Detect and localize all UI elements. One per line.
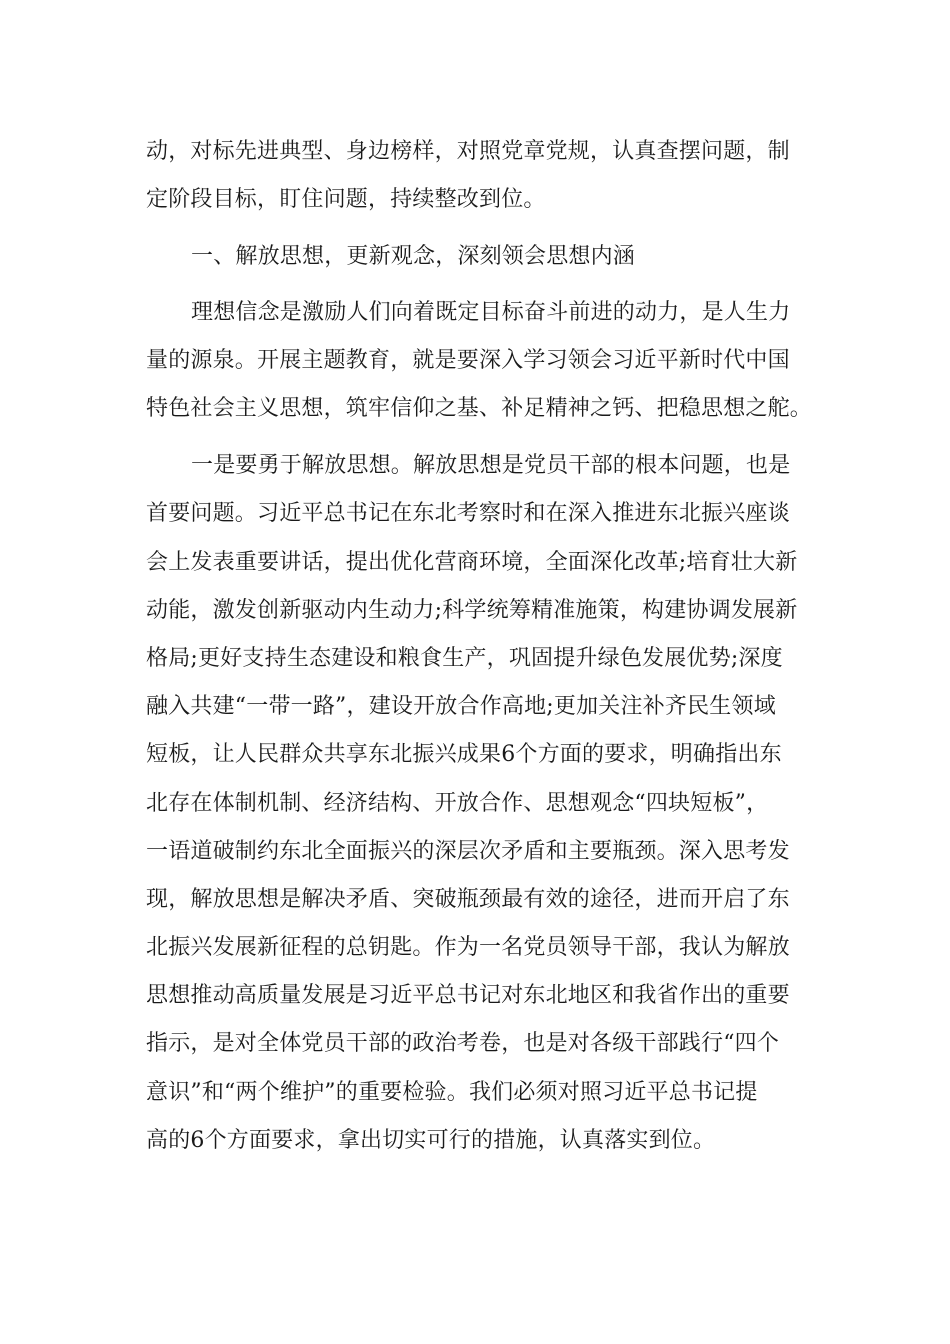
text-line: 量的源泉。开展主题教育，就是要深入学习领会习近平新时代中国 <box>146 348 790 373</box>
text-line: 一语道破制约东北全面振兴的深层次矛盾和主要瓶颈。深入思考发 <box>146 839 790 864</box>
text-line: 动，对标先进典型、身边榜样，对照党章党规，认真查摆问题，制 <box>146 139 790 164</box>
text-line: 会上发表重要讲话，提出优化营商环境，全面深化改革;培育壮大新 <box>146 550 798 575</box>
section-heading: 一、解放思想，更新观念，深刻领会思想内涵 <box>191 244 636 269</box>
text-line: 思想推动高质量发展是习近平总书记对东北地区和我省作出的重要 <box>146 983 790 1008</box>
text-line: 高的6个方面要求，拿出切实可行的措施，认真落实到位。 <box>146 1128 716 1153</box>
text-line: 融入共建“一带一路”，建设开放合作高地;更加关注补齐民生领域 <box>146 694 776 719</box>
text-line: 格局;更好支持生态建设和粮食生产，巩固提升绿色发展优势;深度 <box>146 646 783 671</box>
text-line: 特色社会主义思想，筑牢信仰之基、补足精神之钙、把稳思想之舵。 <box>146 396 813 421</box>
text-line: 首要问题。习近平总书记在东北考察时和在深入推进东北振兴座谈 <box>146 501 790 526</box>
text-line: 定阶段目标，盯住问题，持续整改到位。 <box>146 187 546 212</box>
text-line: 动能，激发创新驱动内生动力;科学统筹精准施策，构建协调发展新 <box>146 598 798 623</box>
text-line: 现，解放思想是解决矛盾、突破瓶颈最有效的途径，进而开启了东 <box>146 887 790 912</box>
text-line: 理想信念是激励人们向着既定目标奋斗前进的动力，是人生力 <box>191 300 791 325</box>
text-line: 意识”和“两个维护”的重要检验。我们必须对照习近平总书记提 <box>146 1080 758 1105</box>
text-line: 一是要勇于解放思想。解放思想是党员干部的根本问题，也是 <box>191 453 791 478</box>
text-line: 短板，让人民群众共享东北振兴成果6个方面的要求，明确指出东 <box>146 742 782 767</box>
text-line: 指示，是对全体党员干部的政治考卷，也是对各级干部践行“四个 <box>146 1031 780 1056</box>
text-line: 北存在体制机制、经济结构、开放合作、思想观念“四块短板”， <box>146 791 769 816</box>
text-line: 北振兴发展新征程的总钥匙。作为一名党员领导干部，我认为解放 <box>146 935 790 960</box>
